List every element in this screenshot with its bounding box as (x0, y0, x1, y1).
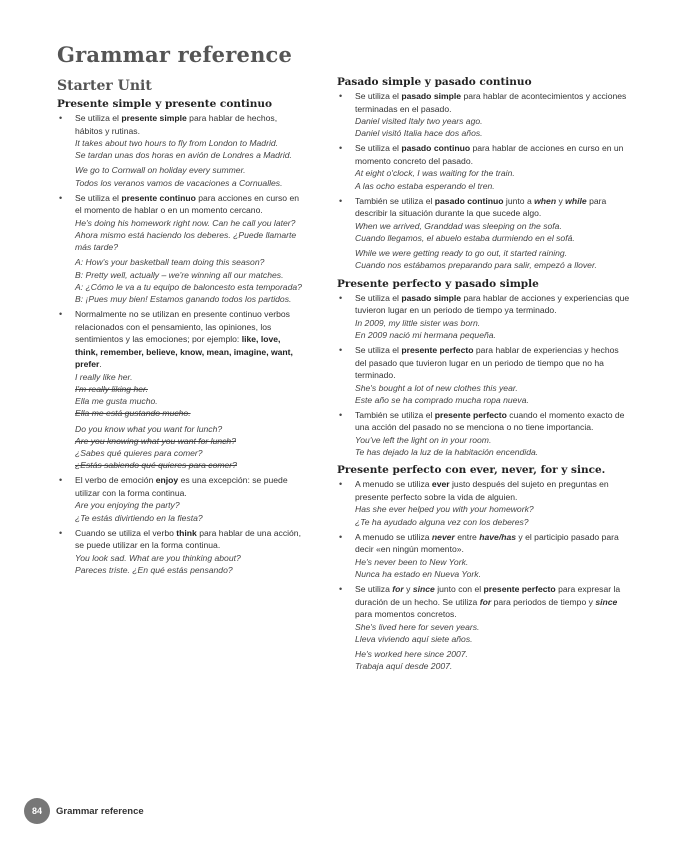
section-title: Presente perfecto con ever, never, for y since. (337, 464, 606, 477)
page-footer (24, 798, 144, 824)
rule-item (337, 531, 632, 580)
incorrect-example: Are you knowing what you want for lunch? (75, 435, 236, 446)
keyword: while (565, 195, 587, 206)
rule-text: • Se utiliza el pasado simple para hablar de acontecimientos y acciones terminadas en el pasado. (355, 91, 627, 114)
keyword: for (479, 596, 492, 607)
rule-item (57, 112, 302, 189)
example: You've left the light on in your room. (355, 434, 492, 445)
rule-item (57, 474, 302, 523)
keyword: have/has (479, 531, 517, 542)
keyword: pasado simple (401, 292, 462, 303)
incorrect-example: ¿Estás sabiendo qué quieres para comer? (75, 460, 237, 471)
rule-text: • Normalmente no se utilizan en presente continuo verbos relacionados con el pensamiento, las opiniones, los sentimientos y las emociones; por ejemplo: like, love, think, remember, believe, know, mean, imagine, want, prefer. (75, 309, 293, 370)
example: I really like her. (75, 371, 133, 382)
example-translation: B: ¡Pues muy bien! Estamos ganando todos los partidos. (75, 294, 292, 305)
footer-label: Grammar reference (56, 805, 144, 817)
keyword: presente perfecto (483, 584, 556, 595)
example: A: How's your basketball team doing this season? (75, 257, 265, 268)
incorrect-example: I'm really liking her. (75, 383, 148, 394)
keyword: like, love, think, remember, believe, know, mean, imagine, want, prefer (75, 334, 293, 370)
rule-item (337, 90, 632, 139)
example-translation: Ella me gusta mucho. (75, 396, 158, 407)
example: At eight o'clock, I was waiting for the train. (355, 168, 515, 179)
rule-item (337, 344, 632, 406)
rule-item (337, 195, 632, 272)
example-translation: ¿Sabes qué quieres para comer? (75, 447, 203, 458)
example-translation: Pareces triste. ¿En qué estás pensando? (75, 564, 233, 575)
rule-text: • Cuando se utiliza el verbo think para hablar de una acción, se puede utilizar en la forma continua. (75, 527, 301, 551)
keyword: presente simple (121, 113, 187, 123)
keyword: presente perfecto (434, 409, 507, 420)
section-title: Pasado simple y pasado continuo (337, 76, 532, 88)
example-translation: Daniel visitó Italia hace dos años. (355, 128, 483, 139)
rule-text: • También se utiliza el pasado continuo junto a when y while para describir la situación durante la que sucede algo. (355, 195, 607, 219)
right-column (337, 76, 632, 675)
rule-list (337, 90, 632, 272)
example-translation: Cuando llegamos, el abuelo estaba durmiendo en el sofá. (355, 233, 575, 244)
keyword: ever (431, 479, 450, 490)
example-translation: En 2009 nació mi hermana pequeña. (355, 329, 496, 340)
rule-item (337, 583, 632, 672)
rule-text: • Se utiliza el presente simple para hablar de hechos, hábitos y rutinas. (75, 113, 278, 136)
example: Do you know what you want for lunch? (75, 423, 223, 434)
rule-text: • También se utiliza el presente perfecto cuando el momento exacto de una acción del pasado no se menciona o no tiene importancia. (355, 409, 625, 433)
rule-item (337, 142, 632, 191)
example: He's doing his homework right now. Can he call you later? (75, 217, 296, 228)
keyword: think (176, 527, 197, 538)
example: He's worked here since 2007. (355, 649, 468, 660)
keyword: never (431, 531, 455, 542)
keyword: for (392, 584, 404, 595)
example: It takes about two hours to fly from London to Madrid. (75, 138, 279, 148)
example: In 2009, my little sister was born. (355, 317, 481, 328)
section-title: Presente perfecto y pasado simple (337, 277, 539, 290)
example: We go to Cornwall on holiday every summer. (75, 165, 246, 176)
rule-text: • Se utiliza el pasado simple para hablar de acciones y experiencias que tuvieron lugar en un periodo de tiempo ya terminado. (355, 292, 630, 316)
example-translation: Trabaja aquí desde 2007. (355, 661, 453, 672)
rule-text: • Se utiliza el presente perfecto para hablar de experiencias y hechos del pasado que tuvieron lugar en un periodo de tiempo que no ha terminado. (355, 345, 619, 381)
keyword: when (534, 195, 557, 206)
keyword: since (412, 584, 435, 595)
section-title: Presente simple y presente continuo (57, 98, 273, 110)
example: While we were getting ready to go out, it started raining. (355, 248, 568, 259)
keyword: enjoy (155, 475, 179, 486)
example: When we arrived, Granddad was sleeping on the sofa. (355, 220, 562, 231)
example: Are you enjoying the party? (75, 500, 180, 511)
rule-list (57, 112, 302, 576)
example-translation: Lleva viviendo aquí siete años. (355, 633, 473, 644)
rule-text: • Se utiliza el pasado continuo para hablar de acciones en curso en un momento concreto del pasado. (355, 143, 624, 166)
rule-item (57, 192, 302, 305)
keyword: pasado simple (401, 91, 462, 101)
example-translation: Nunca ha estado en Nueva York. (355, 568, 481, 579)
example-translation: Todos los veranos vamos de vacaciones a Cornualles. (75, 177, 283, 188)
example: Has she ever helped you with your homework? (355, 504, 534, 515)
rule-item (337, 409, 632, 458)
example-translation: Cuando nos estábamos preparando para salir, empezó a llover. (355, 260, 597, 271)
keyword: pasado continuo (401, 143, 471, 154)
keyword: since (595, 596, 618, 607)
incorrect-example: Ella me está gustando mucho. (75, 408, 191, 419)
keyword: pasado continuo (434, 195, 504, 206)
example-translation: Se tardan unas dos horas en avión de Londres a Madrid. (75, 150, 292, 161)
unit-title: Starter Unit (57, 78, 152, 94)
example: She's lived here for seven years. (355, 621, 480, 632)
example: He's never been to New York. (355, 556, 469, 567)
example-translation: Te has dejado la luz de la habitación encendida. (355, 447, 539, 458)
rule-text: • Se utiliza for y since junto con el presente perfecto para expresar la duración de un hecho. Se utiliza for para periodos de tiempo y since para momentos concretos. (355, 584, 621, 620)
rule-text: • A menudo se utiliza never entre have/has y el participio pasado para decir «en ningún momento». (355, 531, 619, 555)
keyword: presente continuo (121, 192, 196, 203)
example: B: Pretty well, actually – we're winning all our matches. (75, 269, 284, 280)
left-column (57, 78, 302, 579)
page-number-badge: 84 (24, 798, 50, 824)
example-translation: A las ocho estaba esperando el tren. (355, 180, 495, 191)
example: She's bought a lot of new clothes this year. (355, 382, 518, 393)
example-translation: ¿Te ha ayudado alguna vez con los deberes? (355, 516, 529, 527)
rule-item (337, 292, 632, 341)
example-translation: Este año se ha comprado mucha ropa nueva. (355, 394, 529, 405)
example-translation: A: ¿Cómo le va a tu equipo de baloncesto esta temporada? (75, 281, 302, 292)
rule-text: • El verbo de emoción enjoy es una excepción: se puede utilizar con la forma continua. (75, 475, 288, 498)
rule-text: • Se utiliza el presente continuo para acciones en curso en el momento de hablar o en un momento cercano. (75, 192, 300, 216)
example-translation: ¿Te estás divirtiendo en la fiesta? (75, 512, 203, 523)
rule-text: • A menudo se utiliza ever justo después del sujeto en preguntas en presente perfecto sobre la vida de alguien. (355, 479, 609, 502)
rule-item (337, 478, 632, 527)
rule-list (337, 292, 632, 459)
rule-item (57, 308, 302, 471)
keyword: presente perfecto (401, 345, 474, 356)
example: You look sad. What are you thinking about? (75, 552, 241, 563)
page-title: Grammar reference (57, 42, 293, 67)
rule-list (337, 478, 632, 672)
example: Daniel visited Italy two years ago. (355, 116, 483, 126)
rule-item (57, 527, 302, 576)
example-translation: Ahora mismo está haciendo los deberes. ¿Puede llamarte más tarde? (75, 230, 297, 253)
